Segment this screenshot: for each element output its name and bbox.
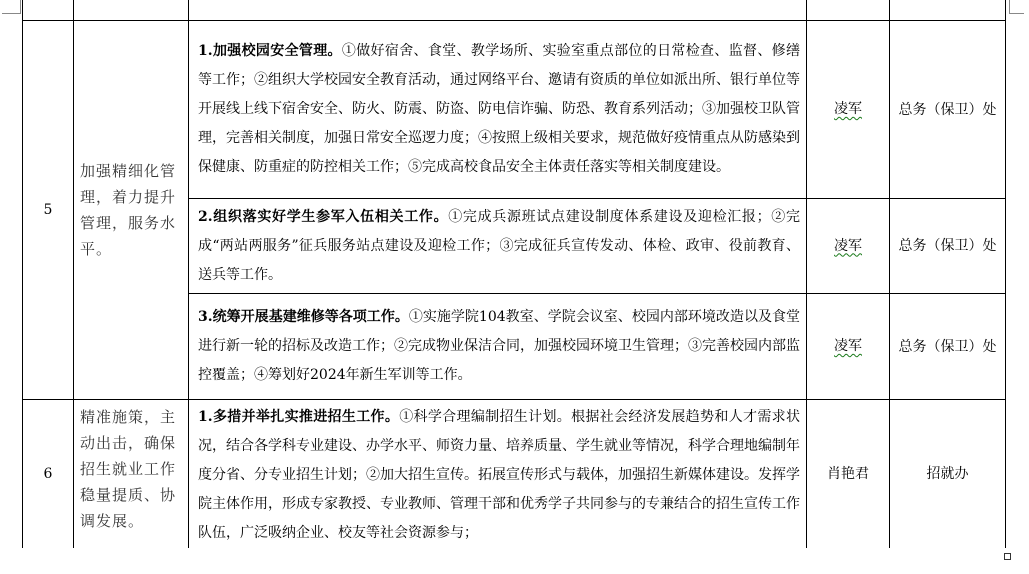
table-cell — [807, 0, 890, 21]
responsible-dept: 总务（保卫）处 — [890, 294, 1006, 400]
table-row-previous-tail — [23, 0, 1006, 21]
row-number: 5 — [23, 21, 74, 400]
task-body: ①科学合理编制招生计划。根据社会经济发展趋势和人才需求状况，结合各学科专业建设、办学水平、师资力量、培养质量、学生就业等情况，科学合理地编制年度分省、分专业招生计划；②加大招生宣传。拓展宣传形式与载体，加强招生新媒体建设。发挥学院主体作用，形成专家教授、专业教师、管理干部和优秀学子共同参与的专兼结合的招生宣传工作队伍，广泛吸纳企业、校友等社会资源参与； — [198, 409, 800, 541]
table-cell — [189, 0, 807, 21]
table-cell — [23, 0, 74, 21]
task-cell — [189, 400, 807, 549]
row-number: 6 — [23, 400, 74, 549]
task-body: ①做好宿舍、食堂、教学场所、实验室重点部位的日常检查、监督、修缮等工作；②组织大学校园安全教育活动，通过网络平台、邀请有资质的单位如派出所、银行单位等开展线上线下宿舍安全、防火、防震、防盗、防电信诈骗、防恐、教育系列活动；③加强校卫队管理，完善相关制度，加强日常安全巡逻力度；④按照上级相关要求，规范做好疫情重点从防感染到保健康、防重症的防控相关工作；⑤完成高校食品安全主体责任落实等相关制度建设。 — [198, 43, 801, 175]
responsible-person: 肖艳君 — [807, 400, 890, 549]
responsible-dept: 总务（保卫）处 — [890, 21, 1006, 199]
task-cell — [189, 294, 807, 400]
table-cell — [74, 0, 189, 21]
paragraph-end-mark — [1004, 553, 1011, 560]
page-corner-mark-right — [1009, 0, 1024, 14]
page-corner-mark-left — [2, 0, 21, 14]
task-title: 1.多措并举扎实推进招生工作。 — [198, 409, 400, 425]
responsible-person-name: 凌军 — [834, 237, 862, 254]
task-body: ①完成兵源班试点建设制度体系建设及迎检汇报；②完成“两站两服务”征兵服务站点建设及迎检工作；③完成征兵宣传发动、体检、政审、役前教育、送兵等工作。 — [198, 208, 800, 283]
task-title: 3.统筹开展基建维修等各项工作。 — [198, 309, 409, 325]
table-row — [23, 21, 1006, 199]
task-title: 2.组织落实好学生参军入伍相关工作。 — [198, 208, 449, 225]
responsible-dept: 招就办 — [890, 400, 1006, 549]
table-row — [23, 400, 1006, 549]
responsible-person-name: 凌军 — [834, 101, 862, 117]
work-area: 精准施策，主动出击，确保招生就业工作稳量提质、协调发展。 — [74, 400, 189, 549]
task-cell — [189, 199, 807, 294]
work-plan-table — [22, 0, 1006, 548]
responsible-dept: 总务（保卫）处 — [890, 199, 1006, 294]
task-body: ①实施学院104教室、学院会议室、校园内部环境改造以及食堂进行新一轮的招标及改造工作；②完成物业保洁合同，加强校园环境卫生管理；③完善校园内部监控覆盖；④筹划好2024年新生军训等工作。 — [198, 309, 800, 383]
task-title: 1.加强校园安全管理。 — [198, 43, 342, 59]
task-cell — [189, 21, 807, 199]
responsible-person — [807, 294, 890, 400]
responsible-person — [807, 21, 890, 199]
work-area: 加强精细化管理，着力提升管理，服务水平。 — [74, 21, 189, 400]
responsible-person — [807, 199, 890, 294]
responsible-person-name: 凌军 — [834, 338, 862, 354]
table-cell — [890, 0, 1006, 21]
